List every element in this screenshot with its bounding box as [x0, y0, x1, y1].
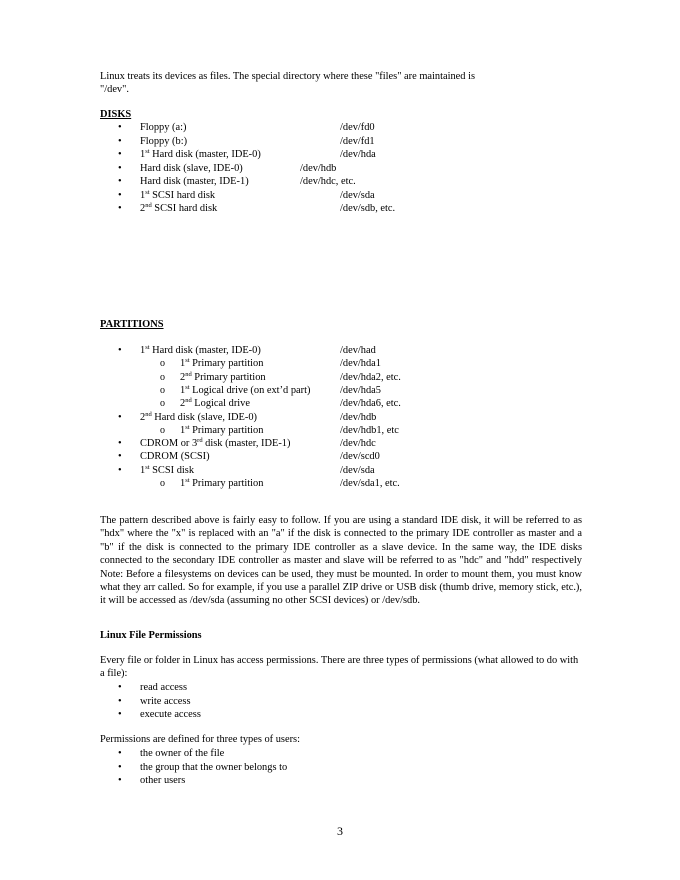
device-path: /dev/hda6, etc.: [340, 398, 401, 410]
bullet: •: [118, 464, 122, 476]
permissions-intro: Every file or folder in Linux has access permissions. There are three types of permissions (what allowed to do with a file):: [100, 655, 579, 680]
device-label: 2nd Hard disk (slave, IDE-0): [140, 410, 258, 423]
bullet: •: [118, 149, 122, 160]
bullet: •: [118, 761, 122, 773]
sub-bullet: o: [160, 371, 165, 383]
device-path: /dev/hdb1, etc: [340, 424, 399, 436]
bullet: •: [118, 345, 122, 356]
device-path: /dev/sda1, etc.: [340, 478, 400, 489]
permission-type: read access: [140, 682, 188, 693]
device-path: /dev/had: [340, 345, 376, 356]
sub-bullet: o: [160, 424, 165, 436]
intro-paragraph: Linux treats its devices as files. The special directory where these "files" are maintained is "/dev".: [100, 71, 476, 96]
device-path: /dev/sdb, etc.: [340, 203, 396, 214]
page-number: 3: [337, 824, 343, 838]
device-path: /dev/sda: [340, 464, 375, 476]
sub-bullet: o: [160, 358, 165, 370]
disks-heading: DISKS: [100, 109, 132, 120]
device-path: /dev/hdc: [340, 438, 376, 450]
device-label: Floppy (b:): [140, 135, 188, 147]
permission-type: execute access: [140, 709, 201, 720]
bullet: •: [118, 451, 122, 463]
bullet: •: [118, 695, 122, 707]
device-label: 1st Hard disk (master, IDE-0): [140, 344, 261, 356]
device-label: 1st SCSI hard disk: [140, 188, 216, 201]
device-path: /dev/hda: [340, 149, 376, 160]
device-label: Floppy (a:): [140, 122, 187, 133]
device-path: /dev/hdb: [340, 411, 377, 423]
device-label: CDROM or 3rd disk (master, IDE-1): [140, 437, 291, 450]
device-path: /dev/hdc, etc.: [300, 176, 356, 187]
bullet: •: [118, 411, 122, 423]
device-path: /dev/scd0: [340, 451, 380, 463]
device-label: 2nd Logical drive: [180, 397, 250, 410]
device-path: /dev/hda5: [340, 384, 381, 396]
bullet: •: [118, 162, 122, 174]
partitions-heading: PARTITIONS: [100, 319, 164, 330]
device-path: /dev/hda2, etc.: [340, 371, 401, 383]
device-label: 1st Primary partition: [180, 477, 264, 489]
bullet: •: [118, 709, 122, 720]
device-label: 2nd SCSI hard disk: [140, 202, 218, 214]
permissions-heading: Linux File Permissions: [100, 630, 202, 641]
sub-bullet: o: [160, 478, 165, 489]
bullet: •: [118, 438, 122, 450]
bullet: •: [118, 682, 122, 693]
device-path: /dev/fd1: [340, 135, 375, 147]
device-label: Hard disk (master, IDE-1): [140, 176, 249, 187]
device-label: 2nd Primary partition: [180, 370, 266, 383]
device-label: 1st Hard disk (master, IDE-0): [140, 148, 261, 160]
bullet: •: [118, 748, 122, 759]
device-label: 1st Logical drive (on ext’d part): [180, 383, 311, 396]
sub-bullet: o: [160, 398, 165, 410]
user-type: other users: [140, 775, 186, 786]
device-label: 1st SCSI disk: [140, 463, 195, 476]
device-label: Hard disk (slave, IDE-0): [140, 162, 243, 174]
bullet: •: [118, 203, 122, 214]
device-label: 1st Primary partition: [180, 423, 264, 436]
sub-bullet: o: [160, 384, 165, 396]
device-path: /dev/sda: [340, 189, 375, 201]
device-label: CDROM (SCSI): [140, 451, 210, 463]
bullet: •: [118, 176, 122, 187]
device-path: /dev/hdb: [300, 162, 337, 174]
device-label: 1st Primary partition: [180, 357, 264, 370]
bullet: •: [118, 122, 122, 133]
pattern-paragraph: The pattern described above is fairly easy to follow. If you are using a standard IDE disk, it will be referred to as "hdx" where the "x" is replaced with an "a" if the disk is connected to the primary IDE controller as master and a "b" if the disk is connected to the primary IDE controller as a slave device. In the same way, the IDE disks connected to the secondary IDE controller as master and slave will be referred to as "hdc" and "hdd" respectively Note: Before a filesystems on devices can be used, they must be mounted. In order to mount them, you must know what they arr called. So for example, if you use a parallel ZIP drive or USB disk (thumb drive, memory stick, etc.), it will be accessed as /dev/sda (assuming no other SCSI devices) or /dev/sdb.: [100, 515, 582, 607]
bullet: •: [118, 775, 122, 786]
device-path: /dev/hda1: [340, 358, 381, 370]
bullet: •: [118, 189, 122, 201]
bullet: •: [118, 135, 122, 147]
user-type: the group that the owner belongs to: [140, 761, 288, 773]
user-type: the owner of the file: [140, 748, 225, 759]
users-intro: Permissions are defined for three types of users:: [100, 734, 300, 745]
device-path: /dev/fd0: [340, 122, 375, 133]
permission-type: write access: [140, 695, 191, 707]
